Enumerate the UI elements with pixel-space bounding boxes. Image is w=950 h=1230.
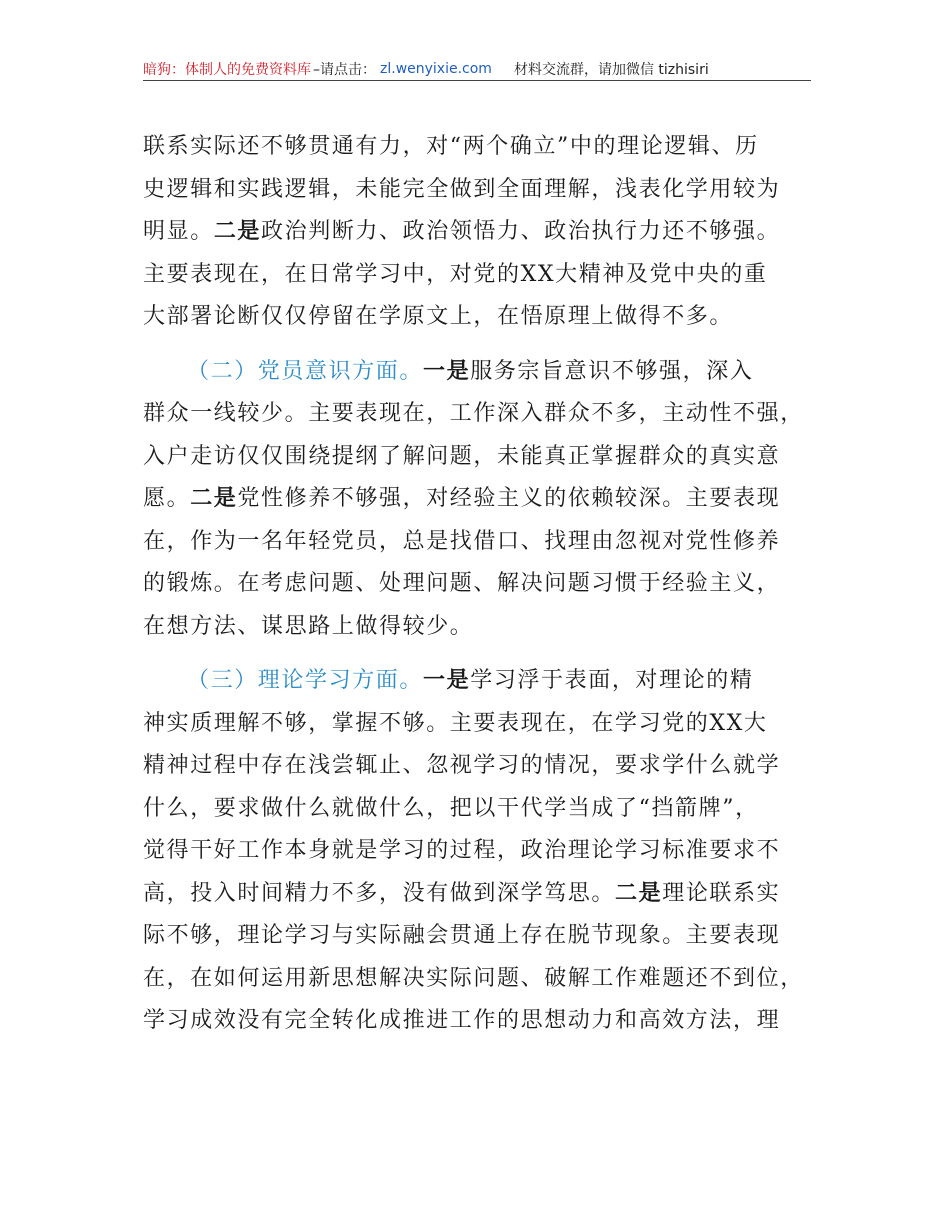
- text-line: [143, 563, 823, 606]
- emphasis-label: 二是: [615, 880, 663, 906]
- text-run: 群众一线较少。主要表现在，工作深入群众不多，主动性不强，: [143, 401, 804, 426]
- text-line: [143, 521, 823, 564]
- emphasis-label: 二是: [213, 219, 262, 244]
- text-run: 什么，要求做什么就做什么，把以干代学当成了“挡箭牌”，: [143, 795, 759, 821]
- text-run: 觉得干好工作本身就是学习的过程，政治理论学习标准要求不: [143, 838, 781, 863]
- text-line: [143, 606, 823, 649]
- text-line: [143, 478, 823, 521]
- text-run: 联系实际还不够贯通有力，对“两个确立”中的理论逻辑、历: [143, 134, 759, 159]
- text-run: 明显。: [143, 219, 214, 244]
- header-site-label: 暗狗：体制人的免费资料库: [143, 62, 311, 78]
- text-run: 在想方法、谋思路上做得较少。: [143, 613, 474, 639]
- section-heading: （三）理论学习方面。: [187, 668, 424, 693]
- header-url-link[interactable]: zl.wenyixie.com: [380, 61, 492, 77]
- text-line: [143, 296, 823, 339]
- text-line: [143, 745, 823, 788]
- text-line: [143, 788, 823, 831]
- emphasis-label: 二是: [190, 486, 238, 511]
- text-run: 主要表现在，在日常学习中，对党的XX大精神及党中央的重: [143, 261, 768, 287]
- text-run: 神实质理解不够，掌握不够。主要表现在，在学习党的XX大: [143, 710, 768, 736]
- text-line: [143, 351, 823, 394]
- text-run: 大部署论断仅仅停留在学原文上，在悟原理上做得不多。: [143, 304, 734, 329]
- document-body: [143, 126, 823, 1055]
- paragraph-2: [143, 351, 823, 649]
- text-line: [143, 126, 823, 169]
- header-contact: 材料交流群，请加微信 tizhisiri: [513, 62, 709, 78]
- text-line: [143, 254, 823, 297]
- text-run: 入户走访仅仅围绕提纲了解问题，未能真正掌握群众的真实意: [143, 443, 781, 469]
- text-line: [143, 958, 823, 1001]
- text-run: 在，在如何运用新思想解决实际问题、破解工作难题还不到位，: [143, 965, 804, 991]
- text-run: 的锻炼。在考虑问题、处理问题、解决问题习惯于经验主义，: [143, 571, 781, 596]
- text-run: 愿。: [143, 486, 191, 511]
- paragraph-1: [143, 126, 823, 339]
- text-line: [143, 393, 823, 436]
- text-run: 服务宗旨意识不够强，深入: [470, 358, 754, 384]
- header-divider: [143, 80, 811, 81]
- emphasis-label: 一是: [423, 668, 471, 693]
- text-line: [143, 873, 823, 916]
- emphasis-label: 一是: [423, 358, 471, 384]
- text-run: 党性修养不够强，对经验主义的依赖较深。主要表现: [237, 486, 781, 511]
- text-run: 精神过程中存在浅尝辄止、忽视学习的情况，要求学什么就学: [143, 753, 781, 778]
- text-run: 在，作为一名年轻党员，总是找借口、找理由忽视对党性修养: [143, 528, 781, 554]
- text-line: [143, 1000, 823, 1043]
- header-click-prompt: –请点击：: [313, 62, 376, 78]
- text-run: 际不够，理论学习与实际融会贯通上存在脱节现象。主要表现: [143, 923, 781, 948]
- text-run: 学习成效没有完全转化成推进工作的思想动力和高效方法，理: [143, 1008, 781, 1033]
- text-line: [143, 211, 823, 254]
- text-line: [143, 660, 823, 703]
- text-line: [143, 830, 823, 873]
- text-line: [143, 436, 823, 479]
- text-line: [143, 169, 823, 212]
- section-heading: （二）党员意识方面。: [187, 358, 424, 384]
- text-run: 学习浮于表面，对理论的精: [470, 668, 754, 693]
- text-run: 政治判断力、政治领悟力、政治执行力还不够强。: [261, 219, 781, 244]
- text-run: 高，投入时间精力不多，没有做到深学笃思。: [143, 880, 616, 906]
- text-run: 理论联系实: [662, 880, 781, 906]
- page-header: [143, 57, 811, 81]
- text-run: 史逻辑和实践逻辑，未能完全做到全面理解，浅表化学用较为: [143, 176, 781, 202]
- paragraph-3: [143, 660, 823, 1043]
- text-line: [143, 703, 823, 746]
- text-line: [143, 915, 823, 958]
